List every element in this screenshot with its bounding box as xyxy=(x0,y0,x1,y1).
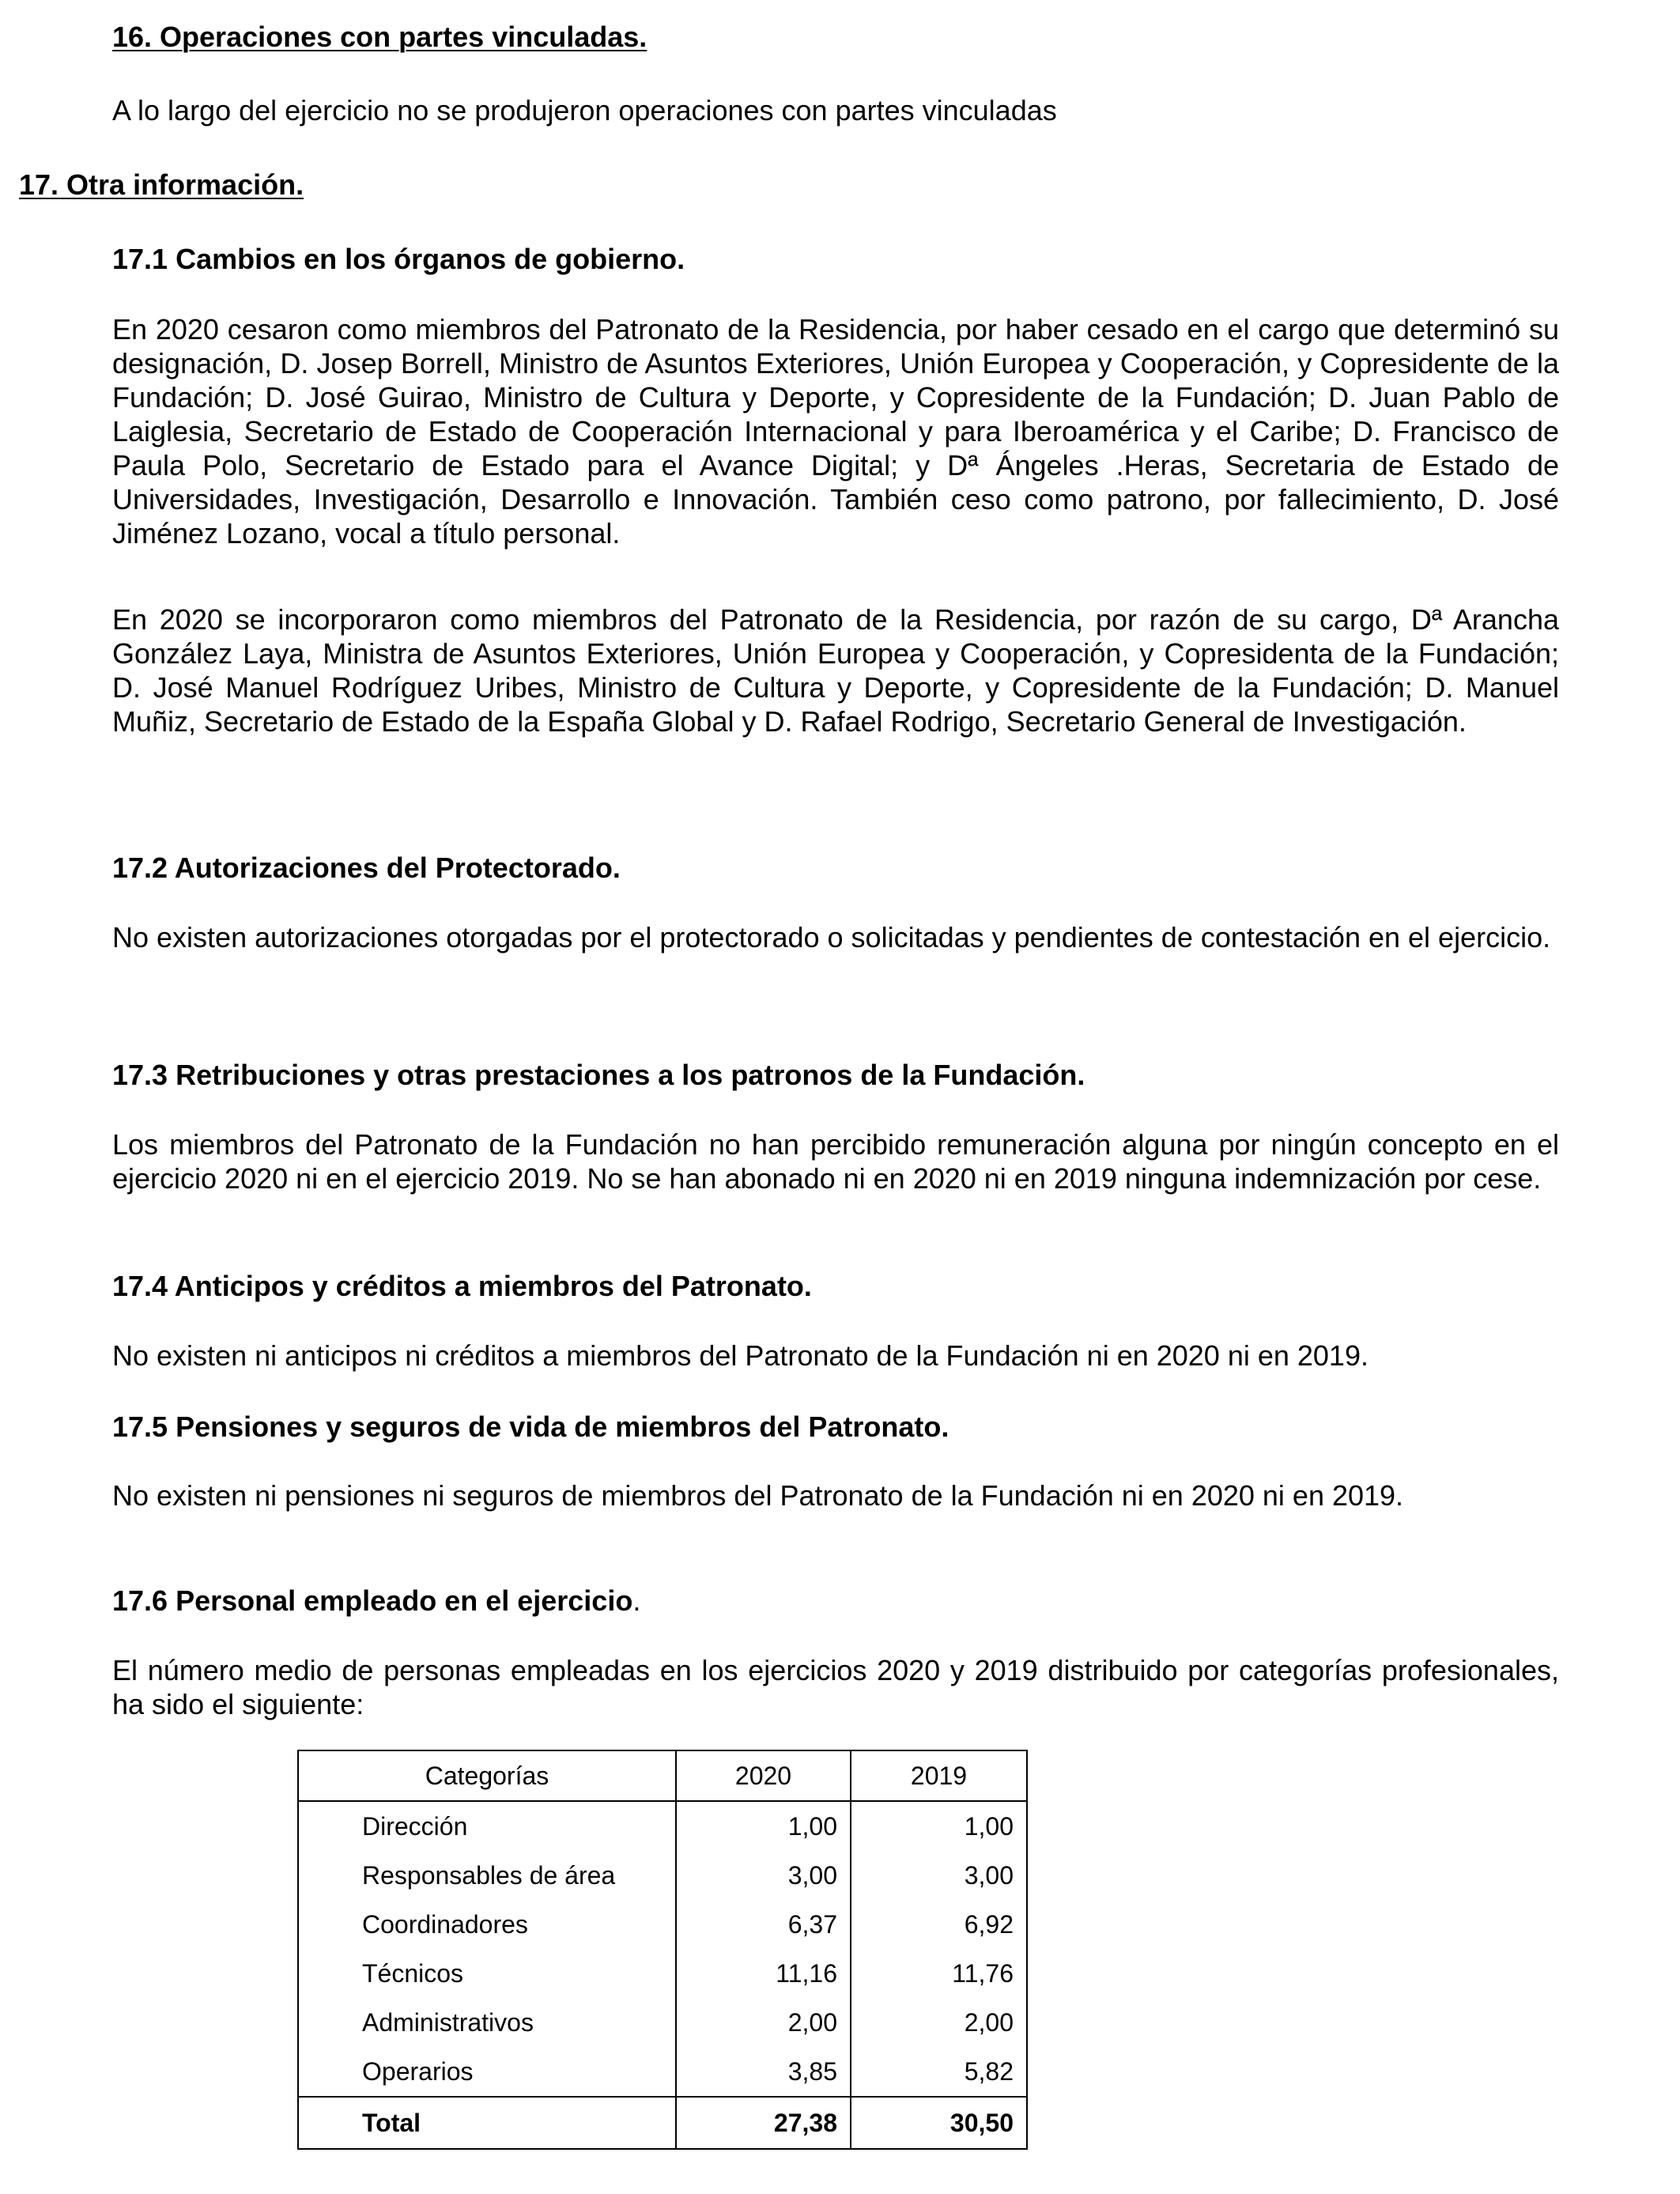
row-value-2020: 1,00 xyxy=(676,1801,851,1851)
staff-table xyxy=(297,1750,1028,2150)
section-16-heading: 16. Operaciones con partes vinculadas. xyxy=(112,21,647,53)
row-category: Dirección xyxy=(298,1801,676,1851)
row-value-2019: 6,92 xyxy=(851,1900,1027,1949)
header-2019: 2019 xyxy=(851,1750,1027,1801)
row-value-2019: 3,00 xyxy=(851,1851,1027,1900)
row-value-2019: 1,00 xyxy=(851,1801,1027,1851)
section-17-6-text: El número medio de personas empleadas en los ejercicios 2020 y 2019 distribuido por categorías profesionales, ha sido el siguiente: xyxy=(112,1654,1559,1720)
table-row xyxy=(298,1851,1027,1900)
table-row xyxy=(298,1801,1027,1851)
table-row xyxy=(298,1998,1027,2047)
row-value-2019: 5,82 xyxy=(851,2047,1027,2097)
section-17-6-heading xyxy=(112,1584,1559,1618)
section-17-4-heading: 17.4 Anticipos y créditos a miembros del Patronato. xyxy=(112,1270,812,1302)
section-17-3-text: Los miembros del Patronato de la Fundación no han percibido remuneración alguna por ningún concepto en el ejercicio 2020 ni en el ejercicio 2019. No se han abonado ni en 2020 ni en 2019 ninguna indemnización por cese. xyxy=(112,1128,1559,1195)
section-17-heading: 17. Otra información. xyxy=(19,168,304,201)
row-category: Operarios xyxy=(298,2047,676,2097)
section-17-1-heading: 17.1 Cambios en los órganos de gobierno. xyxy=(112,243,685,275)
header-2020: 2020 xyxy=(676,1750,851,1801)
section-16-text: A lo largo del ejercicio no se produjeron operaciones con partes vinculadas xyxy=(112,94,1057,127)
table-row xyxy=(298,2047,1027,2097)
total-label: Total xyxy=(298,2097,676,2149)
row-value-2019: 2,00 xyxy=(851,1998,1027,2047)
row-category: Responsables de área xyxy=(298,1851,676,1900)
row-value-2019: 11,76 xyxy=(851,1949,1027,1998)
section-17-6-title-dot: . xyxy=(632,1584,641,1617)
header-categorias: Categorías xyxy=(298,1750,676,1801)
row-value-2020: 3,85 xyxy=(676,2047,851,2097)
section-17-1-paragraph-2: En 2020 se incorporaron como miembros del Patronato de la Residencia, por razón de su cargo, Dª Arancha González Laya, Ministra de Asuntos Exteriores, Unión Europea y Cooperación, y Copresidenta de la Fundación; D. José Manuel Rodríguez Uribes, Ministro de Cultura y Deporte, y Copresidente de la Fundación; D. Manuel Muñiz, Secretario de Estado de la España Global y D. Rafael Rodrigo, Secretario General de Investigación. xyxy=(112,603,1559,738)
row-category: Administrativos xyxy=(298,1998,676,2047)
row-category: Técnicos xyxy=(298,1949,676,1998)
table-row xyxy=(298,1900,1027,1949)
section-17-5-heading: 17.5 Pensiones y seguros de vida de miembros del Patronato. xyxy=(112,1410,949,1443)
section-17-5-text: No existen ni pensiones ni seguros de miembros del Patronato de la Fundación ni en 2020 ni en 2019. xyxy=(112,1479,1404,1512)
table-header-row xyxy=(298,1750,1027,1801)
section-17-2-heading: 17.2 Autorizaciones del Protectorado. xyxy=(112,852,621,884)
section-17-2-text: No existen autorizaciones otorgadas por el protectorado o solicitadas y pendientes de contestación en el ejercicio. xyxy=(112,921,1551,954)
table-total-row xyxy=(298,2097,1027,2149)
total-value-2020: 27,38 xyxy=(676,2097,851,2149)
table-row xyxy=(298,1949,1027,1998)
section-17-3-heading: 17.3 Retribuciones y otras prestaciones a los patronos de la Fundación. xyxy=(112,1059,1085,1091)
row-value-2020: 2,00 xyxy=(676,1998,851,2047)
row-value-2020: 6,37 xyxy=(676,1900,851,1949)
row-category: Coordinadores xyxy=(298,1900,676,1949)
section-17-1-paragraph-1: En 2020 cesaron como miembros del Patronato de la Residencia, por haber cesado en el cargo que determinó su designación, D. Josep Borrell, Ministro de Asuntos Exteriores, Unión Europea y Cooperación, y Copresidente de la Fundación; D. José Guirao, Ministro de Cultura y Deporte, y Copresidente de la Fundación; D. Juan Pablo de Laiglesia, Secretario de Estado de Cooperación Internacional y para Iberoamérica y el Caribe; D. Francisco de Paula Polo, Secretario de Estado para el Avance Digital; y Dª Ángeles .Heras, Secretaria de Estado de Universidades, Investigación, Desarrollo e Innovación. También ceso como patrono, por fallecimiento, D. José Jiménez Lozano, vocal a título personal. xyxy=(112,313,1559,549)
section-17-6-title: 17.6 Personal empleado en el ejercicio xyxy=(112,1584,633,1617)
section-17-4-text: No existen ni anticipos ni créditos a miembros del Patronato de la Fundación ni en 2020 ni en 2019. xyxy=(112,1339,1369,1372)
row-value-2020: 3,00 xyxy=(676,1851,851,1900)
row-value-2020: 11,16 xyxy=(676,1949,851,1998)
total-value-2019: 30,50 xyxy=(851,2097,1027,2149)
